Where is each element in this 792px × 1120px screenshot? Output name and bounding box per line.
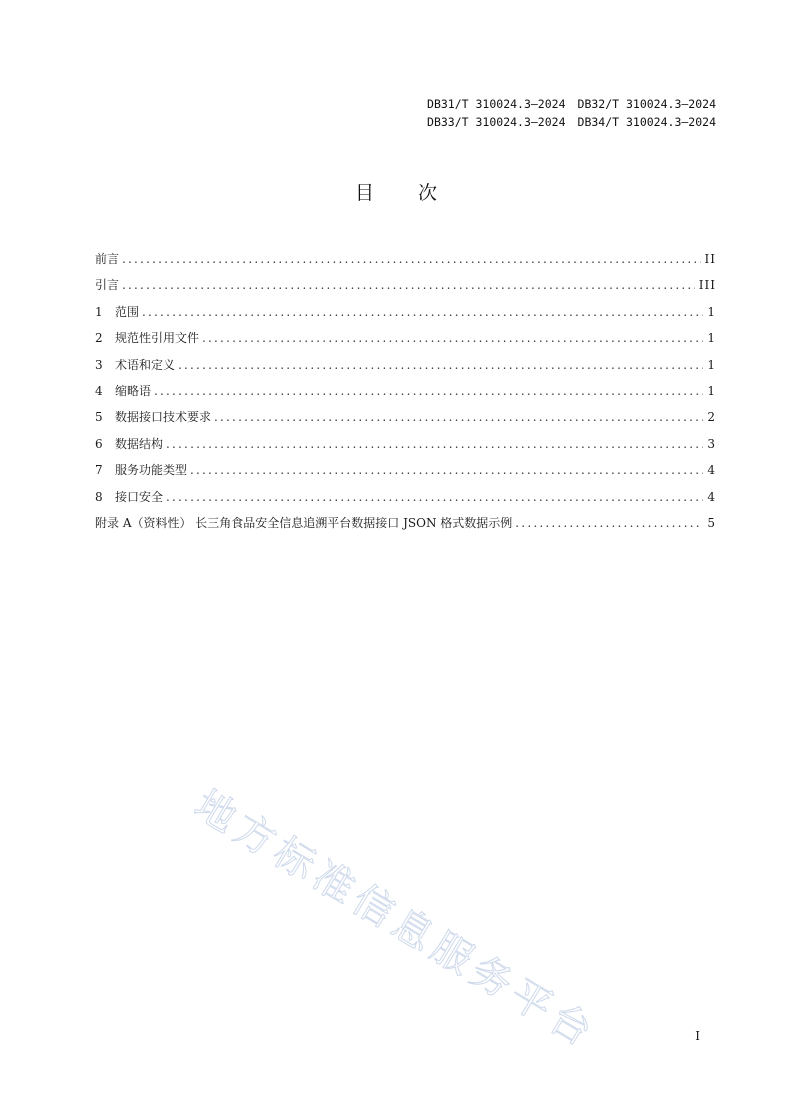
toc-leader-dots — [202, 328, 703, 348]
toc-entry-page: 1 — [707, 357, 716, 372]
toc-entry-number: 8 — [95, 489, 103, 504]
toc-entry-label: 缩略语 — [115, 383, 152, 398]
toc-leader-dots — [122, 275, 695, 295]
toc-entry-interface-security[interactable] — [95, 487, 716, 513]
toc-entry-scope[interactable] — [95, 302, 716, 328]
page-title: 目次 — [354, 182, 481, 204]
toc-entry-page: II — [704, 252, 716, 266]
toc-leader-dots — [214, 407, 703, 427]
toc-entry-label: 服务功能类型 — [115, 463, 188, 478]
toc-entry-number: 4 — [95, 383, 103, 398]
toc-entry-page: 2 — [707, 410, 716, 425]
toc-leader-dots — [122, 249, 701, 269]
toc-entry-page: 4 — [707, 489, 716, 504]
standard-codes — [427, 95, 716, 131]
standard-codes-row-2 — [427, 113, 716, 131]
toc-entry-interface-requirements[interactable] — [95, 407, 716, 433]
toc-entry-number: 7 — [95, 463, 103, 478]
page-number: I — [695, 1029, 701, 1043]
toc-entry-number: 3 — [95, 357, 103, 372]
toc-entry-label: 术语和定义 — [115, 357, 176, 372]
toc-entry-label: 前言 — [95, 252, 120, 266]
watermark: 地方标准信息服务平台 — [186, 781, 605, 1059]
toc-entry-page: 1 — [707, 383, 716, 398]
toc-leader-dots — [190, 460, 703, 480]
toc-leader-dots — [166, 487, 703, 507]
toc-entry-page: 4 — [707, 463, 716, 478]
toc-entry-data-structure[interactable] — [95, 434, 716, 460]
toc-entry-page: 1 — [707, 331, 716, 346]
toc-entry-label: 引言 — [95, 278, 120, 293]
toc-entry-terms-definitions[interactable] — [95, 355, 716, 381]
standard-code: DB33/T 310024.3—2024 — [427, 115, 566, 129]
toc-entry-page: 1 — [707, 304, 716, 319]
toc-entry-label: 数据结构 — [115, 436, 164, 451]
toc-entry-page: 5 — [707, 515, 716, 530]
toc-entry-page: 3 — [707, 436, 716, 451]
standard-code: DB32/T 310024.3—2024 — [577, 97, 716, 111]
table-of-contents — [95, 249, 716, 539]
toc-entry-preface[interactable] — [95, 249, 716, 275]
toc-entry-number: 1 — [95, 304, 103, 319]
toc-leader-dots — [142, 302, 703, 322]
toc-entry-label: 接口安全 — [115, 489, 164, 504]
toc-entry-number: 6 — [95, 436, 103, 451]
toc-entry-number: 5 — [95, 410, 103, 425]
toc-entry-abbreviations[interactable] — [95, 381, 716, 407]
toc-entry-number: 2 — [95, 331, 103, 346]
toc-entry-label: 附录 A（资料性） 长三角食品安全信息追溯平台数据接口 JSON 格式数据示例 — [95, 515, 513, 530]
toc-entry-appendix-a[interactable] — [95, 513, 716, 539]
standard-codes-row-1 — [427, 95, 716, 113]
toc-entry-normative-references[interactable] — [95, 328, 716, 354]
toc-entry-introduction[interactable] — [95, 275, 716, 301]
toc-entry-label: 数据接口技术要求 — [115, 410, 212, 425]
toc-leader-dots — [166, 434, 703, 454]
toc-leader-dots — [178, 355, 703, 375]
toc-entry-page: III — [698, 278, 716, 293]
toc-leader-dots — [515, 513, 703, 533]
standard-code: DB34/T 310024.3—2024 — [577, 115, 716, 129]
standard-code: DB31/T 310024.3—2024 — [427, 97, 566, 111]
toc-leader-dots — [154, 381, 703, 401]
toc-entry-label: 规范性引用文件 — [115, 331, 200, 346]
toc-entry-service-types[interactable] — [95, 460, 716, 486]
toc-entry-label: 范围 — [115, 304, 140, 319]
